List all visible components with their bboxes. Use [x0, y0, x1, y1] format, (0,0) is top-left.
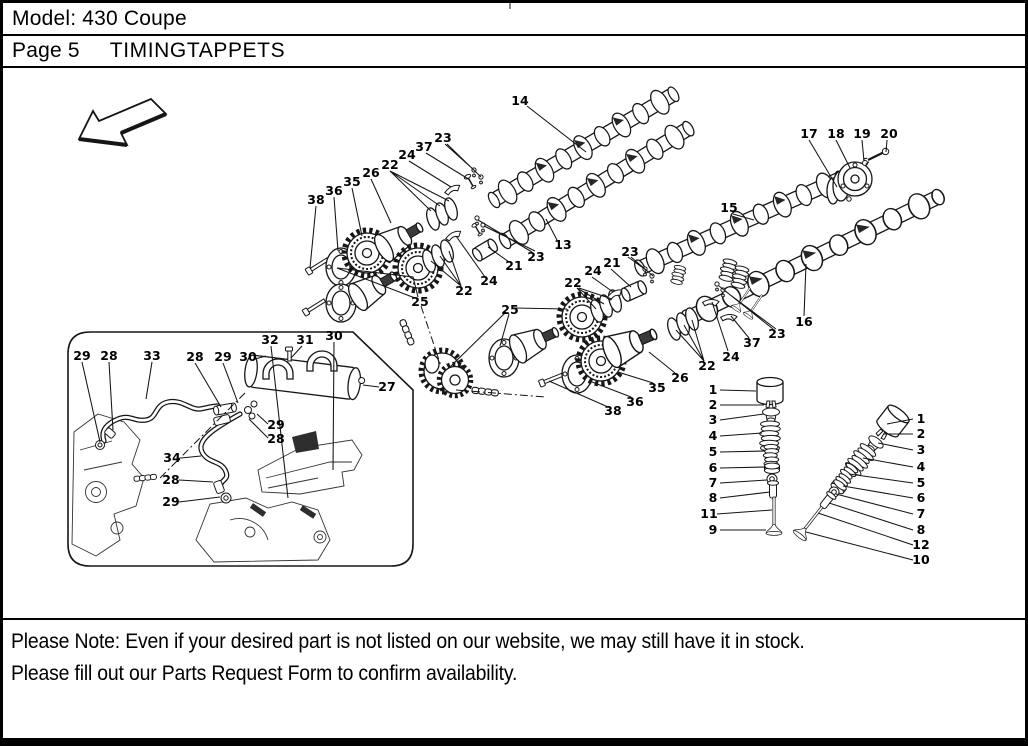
timing-tappets-diagram — [3, 68, 1025, 618]
part-callout: 24 — [480, 273, 498, 288]
part-callout: 1 — [916, 411, 926, 426]
chain-link — [399, 319, 414, 346]
part-callout: 3 — [916, 442, 926, 457]
footer-note — [3, 618, 1025, 733]
part-callout: 28 — [267, 431, 285, 446]
valve-stack-right — [792, 402, 911, 542]
part-callout: 37 — [743, 335, 761, 350]
part-callout: 7 — [916, 506, 926, 521]
part-callout: 31 — [296, 332, 314, 347]
part-callout: 35 — [343, 174, 361, 189]
part-callout: 36 — [325, 183, 343, 198]
direction-arrow-icon — [79, 99, 166, 145]
page-title-bar — [3, 36, 1025, 68]
part-callout: 2 — [916, 426, 926, 441]
part-callout: 20 — [880, 126, 898, 141]
part-callout: 11 — [700, 506, 718, 521]
part-callout: 10 — [912, 552, 930, 567]
bank2-front-assembly — [489, 267, 737, 393]
part-callout: 23 — [768, 326, 786, 341]
part-callout: 26 — [362, 165, 380, 180]
part-callout: 12 — [912, 537, 930, 552]
note-line-1: Please Note: Even if your desired part is not listed on our website, we may still have it in stock. — [11, 630, 805, 653]
part-callout: 29 — [267, 417, 285, 432]
part-callout: 30 — [325, 328, 343, 343]
part-callout: 5 — [916, 475, 926, 490]
part-callout: 38 — [307, 192, 325, 207]
part-callout: 7 — [708, 475, 718, 490]
part-callout: 21 — [603, 255, 621, 270]
part-callout: 6 — [916, 490, 926, 505]
page-title: TIMINGTAPPETS — [109, 39, 286, 62]
model-label: Model: 430 Coupe — [12, 6, 187, 30]
part-callout: 33 — [143, 348, 161, 363]
part-callout: 23 — [621, 244, 639, 259]
axis-line — [456, 390, 545, 397]
inset-box — [68, 332, 413, 566]
part-callout: 8 — [708, 490, 718, 505]
part-callout: 22 — [698, 358, 716, 373]
part-callout: 34 — [163, 450, 181, 465]
part-callout: 1 — [708, 382, 718, 397]
valve-stack-left — [757, 378, 783, 536]
part-callout: 36 — [626, 394, 644, 409]
header-divider-tick — [509, 3, 511, 9]
part-callout: 18 — [827, 126, 845, 141]
part-callout: 6 — [708, 460, 718, 475]
part-callout: 30 — [239, 349, 257, 364]
part-callout: 22 — [455, 283, 473, 298]
part-callout: 26 — [671, 370, 689, 385]
drive-sprocket — [421, 350, 471, 396]
part-callout: 37 — [415, 139, 433, 154]
part-callout: 25 — [411, 294, 429, 309]
part-callout: 16 — [795, 314, 813, 329]
part-callout: 32 — [261, 332, 279, 347]
part-callout: 17 — [800, 126, 818, 141]
part-callout: 22 — [381, 157, 399, 172]
part-callout: 23 — [434, 130, 452, 145]
part-callout: 24 — [722, 349, 740, 364]
part-callout: 29 — [162, 494, 180, 509]
part-callout: 27 — [378, 379, 396, 394]
part-callout: 25 — [501, 302, 519, 317]
part-callout: 5 — [708, 444, 718, 459]
part-callout: 24 — [398, 147, 416, 162]
part-callout: 3 — [708, 412, 718, 427]
part-callout: 13 — [554, 237, 572, 252]
part-callout: 9 — [708, 522, 718, 537]
part-callout: 28 — [162, 472, 180, 487]
part-callout: 19 — [853, 126, 871, 141]
page-number-label: Page 5 — [12, 39, 80, 62]
part-callout: 28 — [186, 349, 204, 364]
part-callout: 4 — [916, 459, 926, 474]
part-callout: 14 — [511, 93, 529, 108]
model-header-bar — [3, 3, 1025, 36]
part-callout: 28 — [100, 348, 118, 363]
part-callout: 22 — [564, 275, 582, 290]
part-callout: 24 — [584, 263, 602, 278]
part-callout: 8 — [916, 522, 926, 537]
part-callout: 38 — [604, 403, 622, 418]
part-callout: 21 — [505, 258, 523, 273]
cam-variator-assembly — [827, 147, 890, 204]
part-callout: 15 — [720, 200, 738, 215]
camshaft-16 — [677, 183, 948, 332]
part-callout: 35 — [648, 380, 666, 395]
part-callout: 4 — [708, 428, 718, 443]
part-callout: 29 — [73, 348, 91, 363]
part-callout: 29 — [214, 349, 232, 364]
part-callout: 2 — [708, 397, 718, 412]
note-line-2: Please fill out our Parts Request Form to confirm availability. — [11, 662, 518, 685]
part-callout: 23 — [527, 249, 545, 264]
